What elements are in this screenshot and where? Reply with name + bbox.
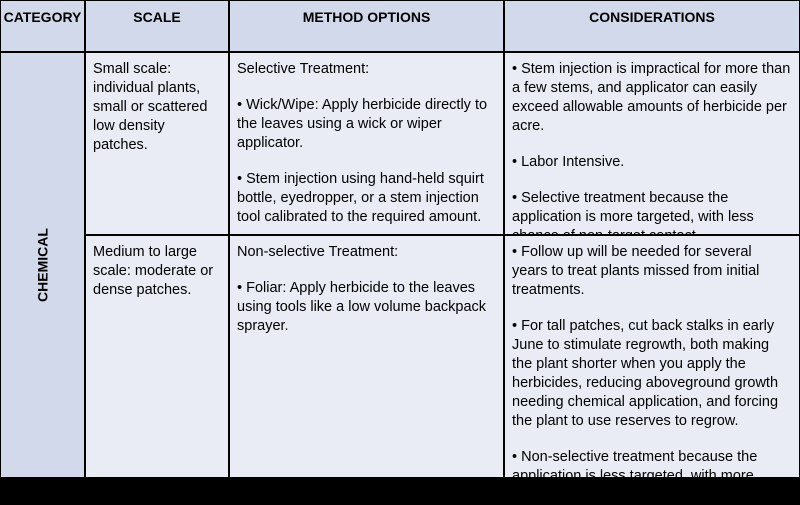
row-2-consideration-item: • For tall patches, cut back stalks in early June to stimulate regrowth, both making the plant shorter when you apply the herbicides, reducing aboveground growth needing chemical application, and forcing the plant to use reserves to regrow.: [512, 318, 779, 429]
row-2-consideration-item: • Non-selective treatment because the application is less targeted, with more chance of non-target contact.: [512, 449, 758, 503]
header-considerations-label: CONSIDERATIONS: [589, 9, 715, 25]
row-2-scale-text: Medium to large scale: moderate or dense patches.: [93, 244, 214, 298]
row-1-consideration-item: • Stem injection is impractical for more than a few stems, and applicator can easily exceed allowable amounts of herbicide per acre.: [512, 61, 791, 134]
category-cell: [1, 53, 84, 477]
row-2-method-cell: [230, 236, 503, 477]
header-method-options-label: METHOD OPTIONS: [302, 9, 431, 25]
row-1-method-item: • Stem injection using hand-held squirt bottle, eyedropper, or a stem injection tool calibrated to the required amount.: [237, 171, 484, 225]
row-2-scale-cell: [86, 236, 228, 477]
row-2-considerations-cell: [505, 236, 799, 503]
header-considerations: [505, 1, 799, 51]
row-1-scale-text: Small scale: individual plants, small or scattered low density patches.: [93, 61, 208, 153]
row-1-method-item: • Wick/Wipe: Apply herbicide directly to the leaves using a wick or wiper applicator.: [237, 97, 488, 151]
row-2-method-title: Non-selective Treatment:: [237, 244, 399, 260]
row-1-scale-cell: [86, 53, 228, 234]
row-1-consideration-item: • Selective treatment because the application is more targeted, with less: [512, 190, 754, 225]
row-1-method-title: Selective Treatment:: [237, 61, 370, 77]
header-scale-label: SCALE: [133, 9, 181, 25]
row-1-considerations-cell: [505, 53, 799, 234]
header-method-options: [230, 1, 503, 51]
header-category: [1, 1, 84, 51]
category-label: CHEMICAL: [34, 228, 50, 302]
row-2-method-item: • Foliar: Apply herbicide to the leaves using tools like a low volume backpack sprayer.: [237, 280, 487, 334]
header-scale: [86, 1, 228, 51]
row-1-consideration-item: • Labor Intensive.: [512, 154, 625, 170]
header-category-label: CATEGORY: [3, 9, 82, 25]
row-1-method-cell: [230, 53, 503, 234]
row-2-consideration-item: • Follow up will be needed for several years to treat plants missed from initial treatments.: [512, 244, 760, 298]
